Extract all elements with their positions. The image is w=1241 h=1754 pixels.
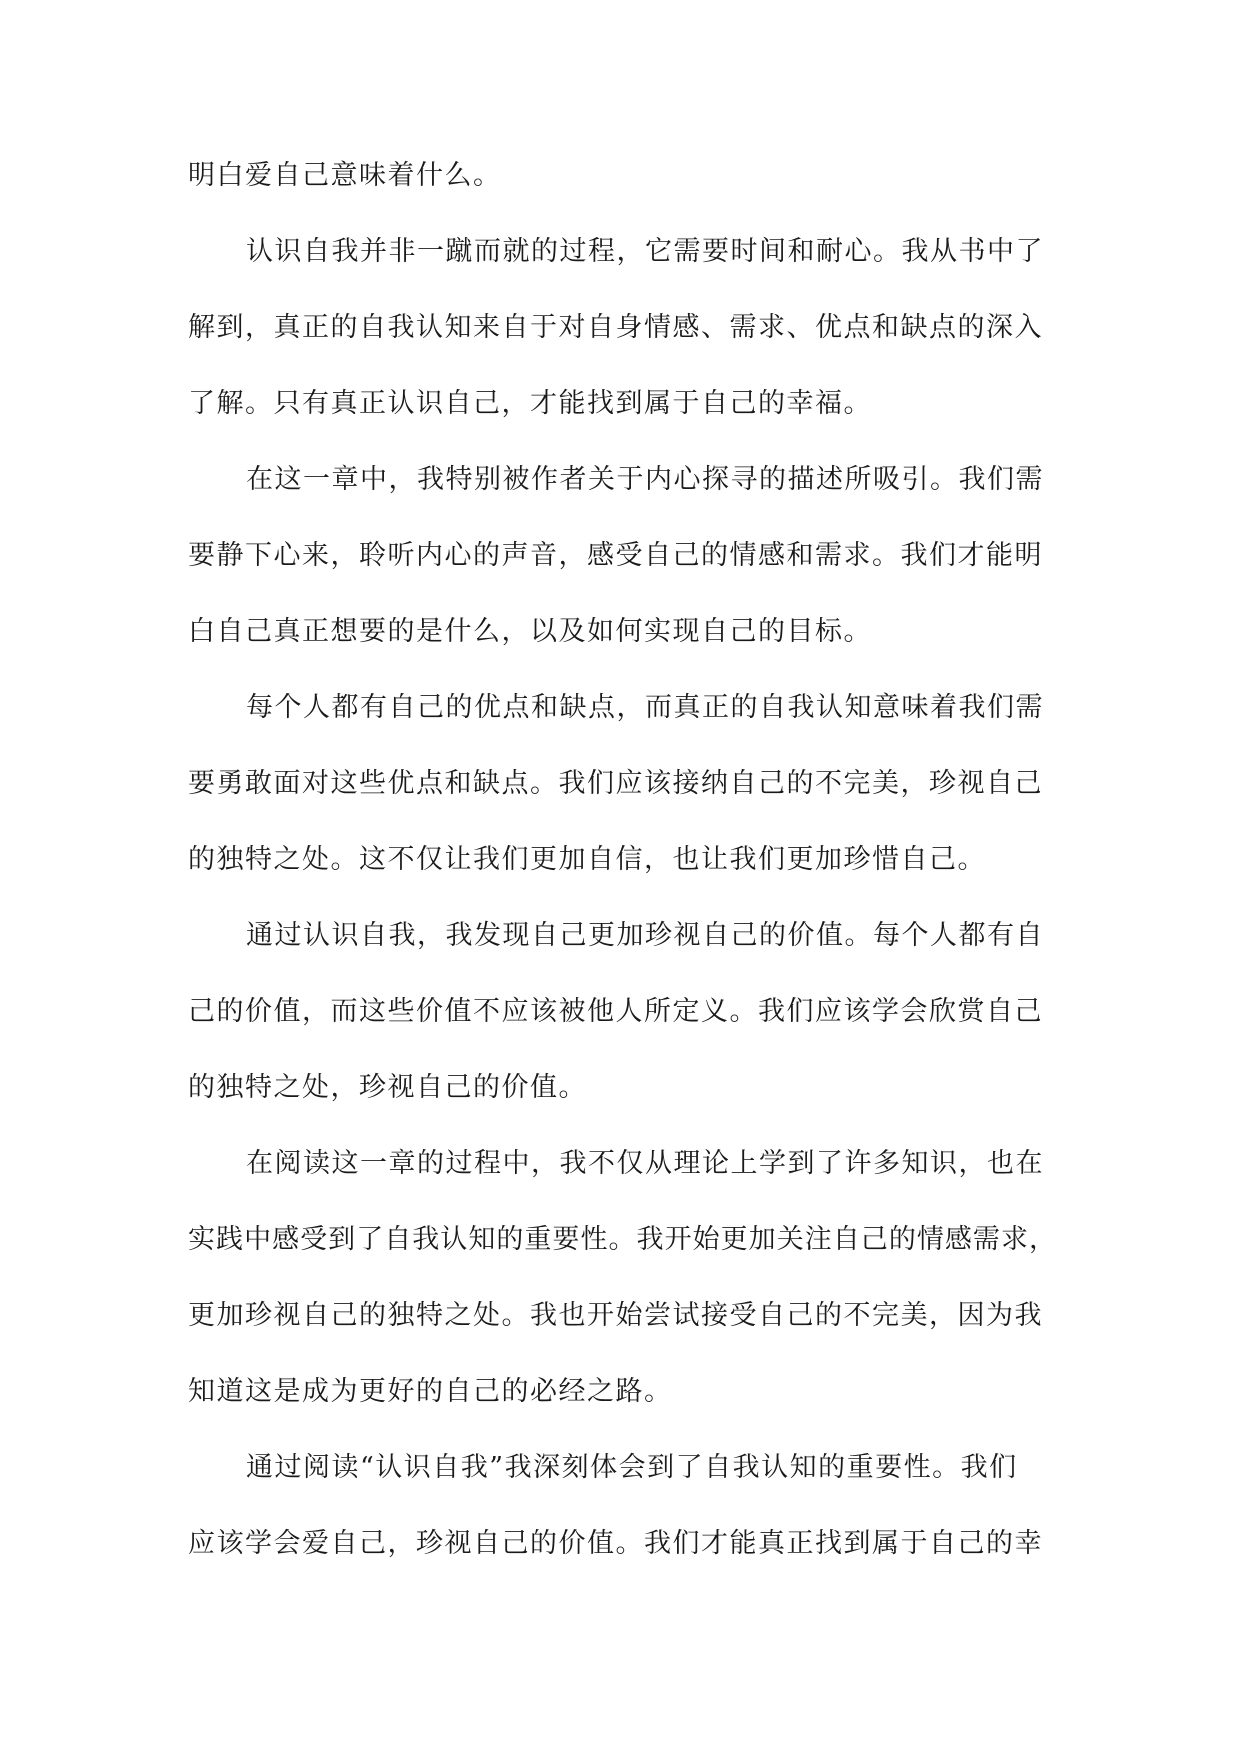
text-line: 在阅读这一章的过程中，我不仅从理论上学到了许多知识，也在 (246, 1148, 1044, 1179)
text-line: 应该学会爱自己，珍视自己的价值。我们才能真正找到属于自己的幸 (188, 1528, 1043, 1559)
text-line: 每个人都有自己的优点和缺点，而真正的自我认知意味着我们需 (246, 692, 1044, 723)
text-line: 在这一章中，我特别被作者关于内心探寻的描述所吸引。我们需 (246, 464, 1044, 495)
text-line: 更加珍视自己的独特之处。我也开始尝试接受自己的不完美，因为我 (188, 1300, 1043, 1331)
text-line: 的独特之处。这不仅让我们更加自信，也让我们更加珍惜自己。 (188, 844, 986, 875)
text-line: 通过阅读“认识自我”我深刻体会到了自我认知的重要性。我们 (246, 1452, 1018, 1483)
text-line: 解到，真正的自我认知来自于对自身情感、需求、优点和缺点的深入 (188, 312, 1043, 343)
text-line: 白自己真正想要的是什么，以及如何实现自己的目标。 (188, 616, 872, 647)
text-line: 己的价值，而这些价值不应该被他人所定义。我们应该学会欣赏自己 (188, 996, 1043, 1027)
text-line: 知道这是成为更好的自己的必经之路。 (188, 1376, 673, 1407)
text-line: 通过认识自我，我发现自己更加珍视自己的价值。每个人都有自 (246, 920, 1044, 951)
text-line: 要勇敢面对这些优点和缺点。我们应该接纳自己的不完美，珍视自己 (188, 768, 1043, 799)
body-text (188, 138, 1058, 1582)
text-line: 明白爱自己意味着什么。 (188, 160, 502, 191)
text-line: 的独特之处，珍视自己的价值。 (188, 1072, 587, 1103)
text-line: 要静下心来，聆听内心的声音，感受自己的情感和需求。我们才能明 (188, 540, 1043, 571)
text-line: 了解。只有真正认识自己，才能找到属于自己的幸福。 (188, 388, 872, 419)
text-line: 认识自我并非一蹴而就的过程，它需要时间和耐心。我从书中了 (246, 236, 1044, 267)
text-line: 实践中感受到了自我认知的重要性。我开始更加关注自己的情感需求， (188, 1224, 1058, 1255)
